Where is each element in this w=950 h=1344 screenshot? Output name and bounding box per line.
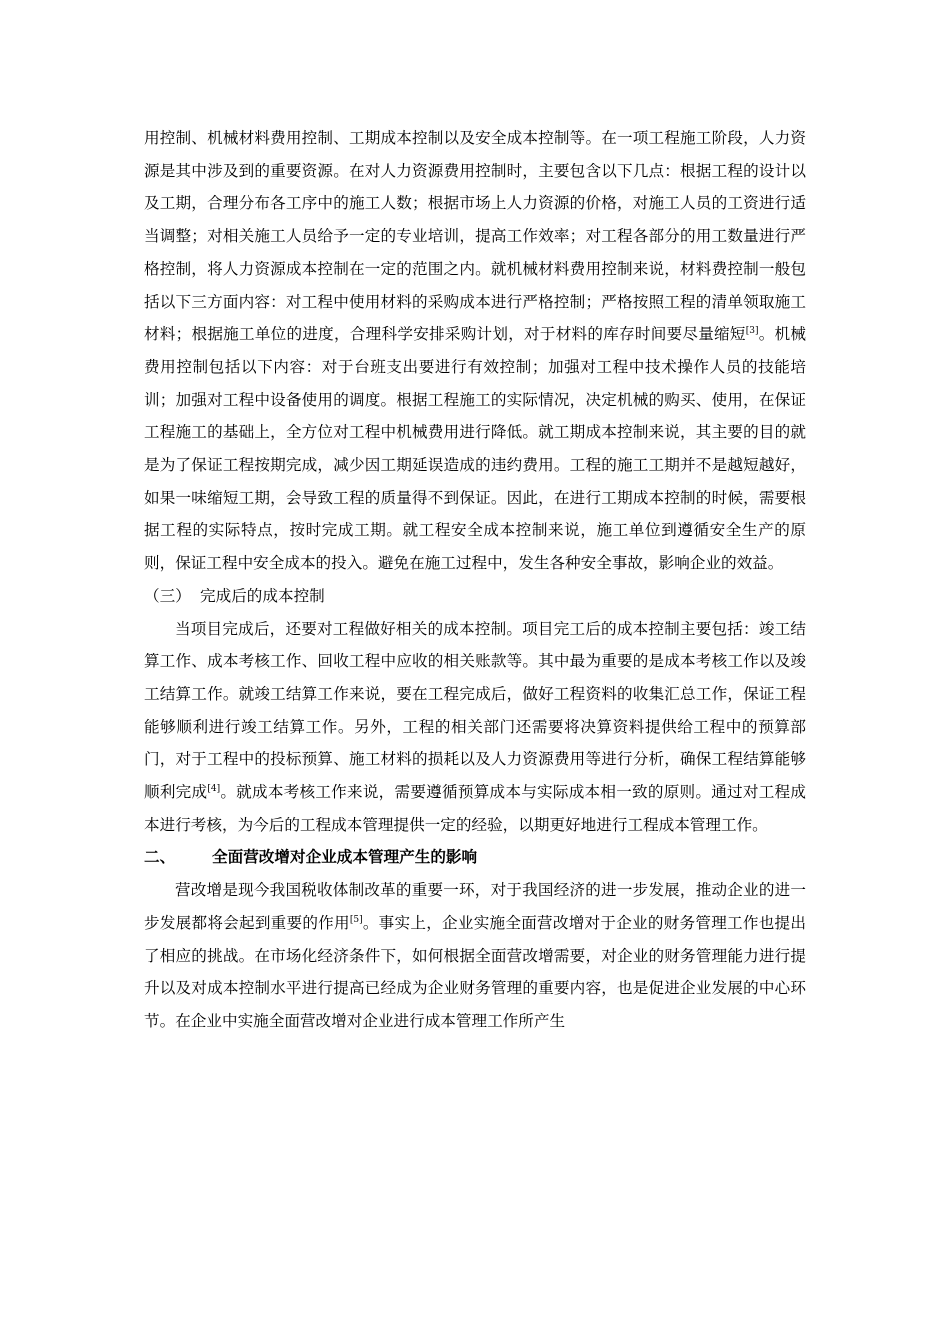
section-heading-text: 全面营改增对企业成本管理产生的影响 — [212, 848, 478, 867]
paragraph-cost-control-during-construction — [144, 122, 806, 580]
paragraph-text: 营改增是现今我国税收体制改革的重要一环，对于我国经济的进一步发展，推动企业的进一步发展都将会起到重要的作用 — [144, 881, 806, 932]
citation-ref: [3] — [745, 326, 759, 337]
section-heading-vat-reform-impact — [144, 841, 806, 874]
paragraph-text: 。事实上，企业实施全面营改增对于企业的财务管理工作也提出了相应的挑战。在市场化经济条件下，如何根据全面营改增需要，对企业的财务管理能力进行提升以及对成本控制水平进行提高已经成为企业财务管理的重要内容，也是促进企业发展的中心环节。在企业中实施全面营改增对企业进行成本管理工作所产生 — [144, 913, 806, 1030]
paragraph-text: 当项目完成后，还要对工程做好相关的成本控制。项目完工后的成本控制主要包括：竣工结算工作、成本考核工作、回收工程中应收的相关账款等。其中最为重要的是成本考核工作以及竣工结算工作。就竣工结算工作来说，要在工程完成后，做好工程资料的收集汇总工作，保证工程能够顺利进行竣工结算工作。另外，工程的相关部门还需要将决算资料提供给工程中的预算部门，对于工程中的投标预算、施工材料的损耗以及人力资源费用等进行分析，确保工程结算能够顺利完成 — [144, 619, 806, 802]
paragraph-vat-reform — [144, 874, 806, 1038]
paragraph-text: 。机械费用控制包括以下内容：对于台班支出要进行有效控制；加强对工程中技术操作人员的技能培训；加强对工程中设备使用的调度。根据工程施工的实际情况，决定机械的购买、使用，在保证工程施工的基础上，全方位对工程中机械费用进行降低。就工期成本控制来说，其主要的目的就是为了保证工程按期完成，减少因工期延误造成的违约费用。工程的施工工期并不是越短越好，如果一味缩短工期，会导致工程的质量得不到保证。因此，在进行工期成本控制的时候，需要根据工程的实际特点，按时完成工期。就工程安全成本控制来说，施工单位到遵循安全生产的原则，保证工程中安全成本的投入。避免在施工过程中，发生各种安全事故，影响企业的效益。 — [144, 325, 806, 573]
citation-ref: [5] — [349, 914, 363, 925]
sub-heading-text: 完成后的成本控制 — [200, 586, 325, 605]
sub-heading-number: （三） — [144, 586, 191, 605]
body-text — [144, 122, 806, 1038]
section-heading-number: 二、 — [144, 848, 176, 867]
paragraph-post-completion-cost-control — [144, 613, 806, 842]
paragraph-text: 。就成本考核工作来说，需要遵循预算成本与实际成本相一致的原则。通过对工程成本进行考核，为今后的工程成本管理提供一定的经验，以期更好地进行工程成本管理工作。 — [144, 783, 806, 834]
paragraph-text: 用控制、机械材料费用控制、工期成本控制以及安全成本控制等。在一项工程施工阶段，人力资源是其中涉及到的重要资源。在对人力资源费用控制时，主要包含以下几点：根据工程的设计以及工期，合理分布各工序中的施工人数；根据市场上人力资源的价格，对施工人员的工资进行适当调整；对相关施工人员给予一定的专业培训，提高工作效率；对工程各部分的用工数量进行严格控制，将人力资源成本控制在一定的范围之内。就机械材料费用控制来说，材料费控制一般包括以下三方面内容：对工程中使用材料的采购成本进行严格控制；严格按照工程的清单领取施工材料；根据施工单位的进度，合理科学安排采购计划，对于材料的库存时间要尽量缩短 — [144, 129, 806, 344]
sub-heading-post-completion — [144, 580, 806, 613]
citation-ref: [4] — [207, 783, 221, 794]
